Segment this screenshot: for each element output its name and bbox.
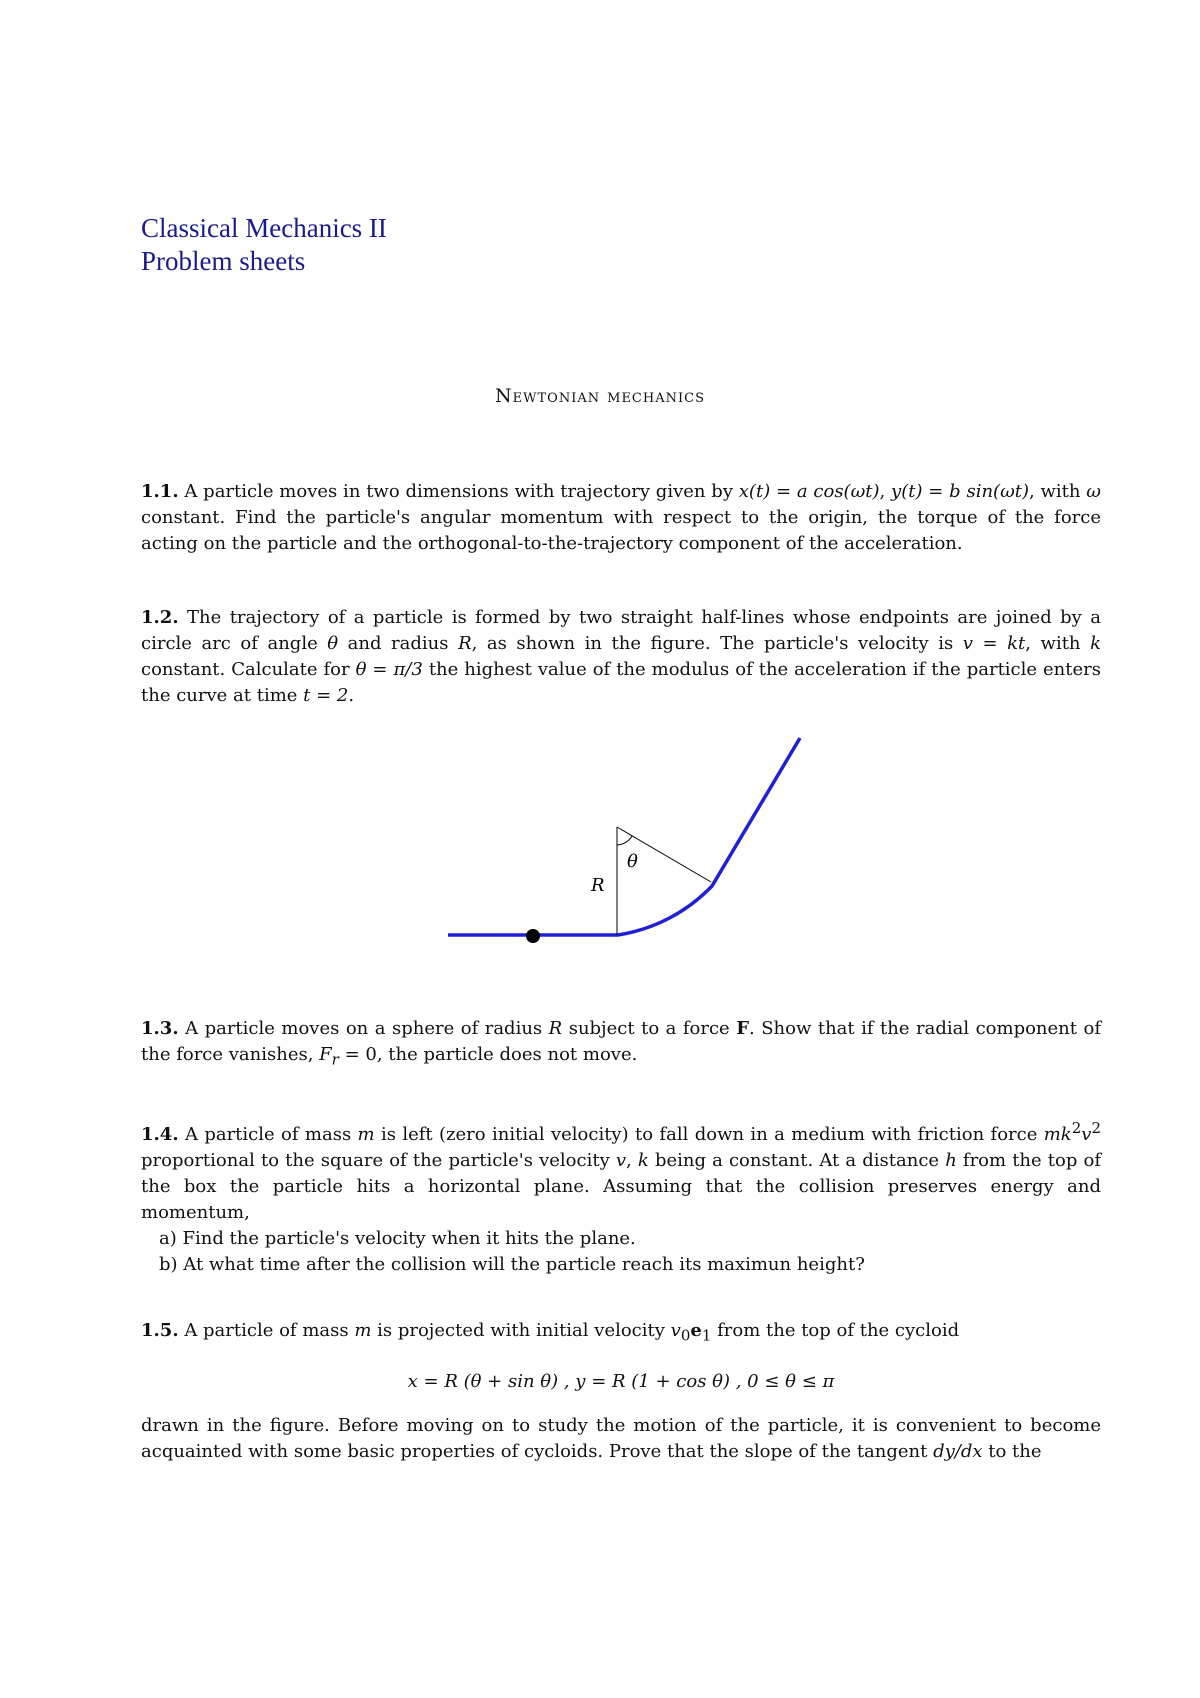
angle-arc [617, 836, 632, 845]
trajectory-path [448, 738, 800, 935]
problem-number: 1.3. [141, 1018, 179, 1039]
section-title: Newtonian mechanics [495, 385, 705, 407]
particle-dot [526, 929, 540, 943]
part-b: b) At what time after the collision will the particle reach its maximun height? [159, 1254, 865, 1275]
problem-number: 1.5. [141, 1320, 179, 1341]
problem-number: 1.2. [141, 607, 179, 628]
problem-1-2: 1.2. The trajectory of a particle is formed by two straight half-lines whose endpoints are joined by a circle arc of angle θ and radius R, as shown in the figure. The particle's velocity is v = kt, with k constant. Calculate for θ = π/3 the highest value of the modulus of the acceleration if the particle enters the curve at time t = 2. [141, 607, 1101, 706]
cycloid-equation: x = R (θ + sin θ) , y = R (1 + cos θ) , 0 ≤ θ ≤ π [407, 1370, 835, 1392]
problem-number: 1.1. [141, 481, 179, 502]
problem-1-1: 1.1. A particle moves in two dimensions with trajectory given by x(t) = a cos(ωt), y(t) = b sin(ωt), with ω constant. Find the particle's angular momentum with respect to the origin, the torque of the force acting on the particle and the orthogonal-to-the-trajectory component of the acceleration. [141, 481, 1101, 554]
part-a: a) Find the particle's velocity when it hits the plane. [159, 1228, 636, 1249]
problem-1-5: 1.5. A particle of mass m is projected with initial velocity $v_0e_1$ from the top of the cycloid x = R (θ + sin θ) , y = R (1 + cos θ) , 0 ≤ θ ≤ π drawn in the figure. Before moving on to study the motion of the particle, it is convenient to become acquainted with some basic properties of cycloids. Prove that the slope of the tangent dy/dx to the [141, 1320, 1101, 1462]
problem-1-4: 1.4. A particle of mass m is left (zero initial velocity) to fall down in a medium with friction force $mk^2v^2$ proportional to the square of the particle's velocity v, k being a constant. At a distance h from the top of the box the particle hits a horizontal plane. Assuming that the collision preserves energy and momentum, a) Find the particle's velocity when it hits the plane. b) At what time after the collision will the particle reach its maximun height? [141, 1115, 1101, 1278]
problem-number: 1.4. [141, 1124, 179, 1145]
theta-label: θ [627, 851, 638, 872]
title-line-2: Problem sheets [141, 246, 306, 276]
title-line-1: Classical Mechanics II [141, 213, 387, 243]
problem-1-3: 1.3. A particle moves on a sphere of radius R subject to a force F. Show that if the radial component of the force vanishes, $F_r = 0$, the particle does not move. [141, 1018, 1101, 1069]
radius-label: R [591, 875, 605, 896]
